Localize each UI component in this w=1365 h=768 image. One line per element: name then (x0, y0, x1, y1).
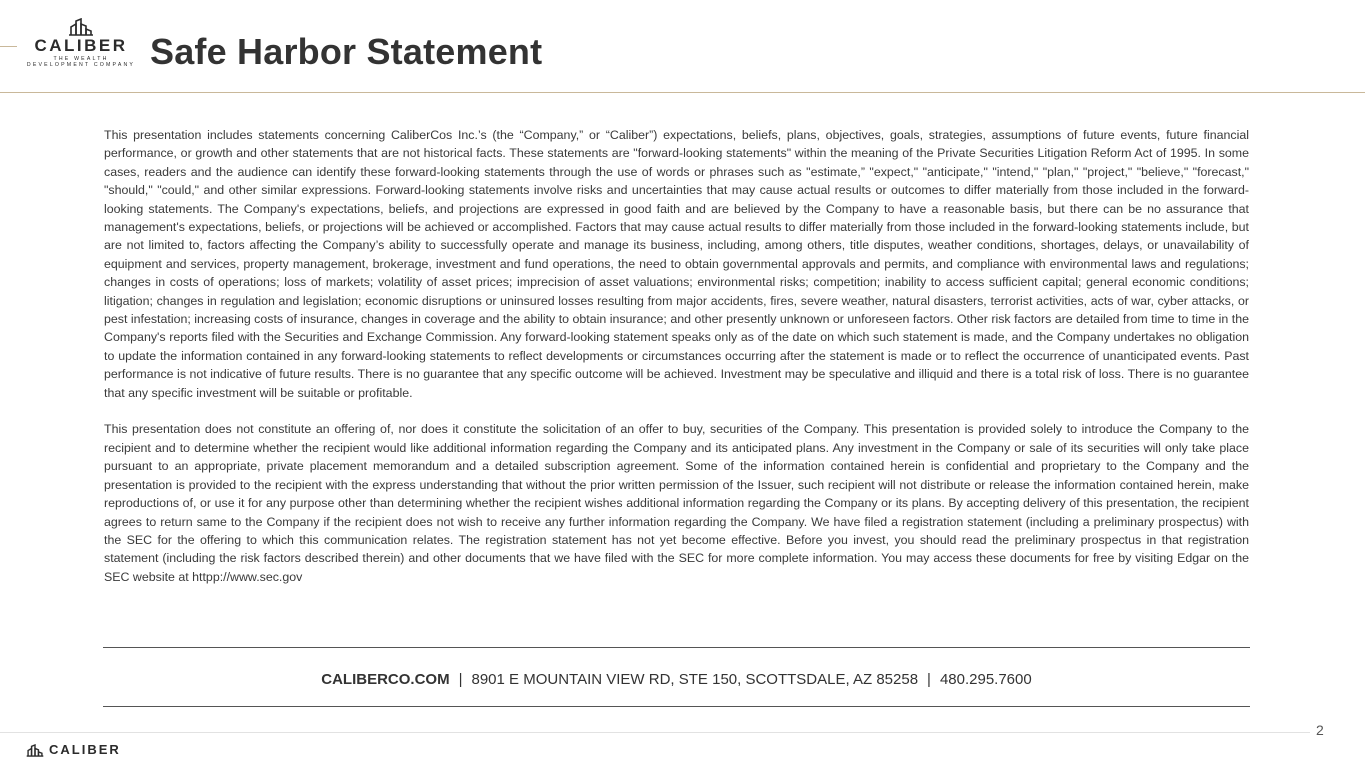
caliber-logo (22, 18, 140, 74)
footer-separator: | (458, 671, 463, 688)
logo-tagline: THE WEALTH DEVELOPMENT COMPANY (26, 56, 136, 68)
page-number: 2 (1316, 722, 1324, 738)
logo-wordmark: CALIBER (34, 36, 128, 55)
bottom-divider (0, 732, 1310, 733)
disclaimer-paragraph-offering: This presentation does not constitute an offering of, nor does it constitute the solicitation of an offer to buy, securities of the Company. This presentation is provided solely to introduce the Company to the recipient and to determine whether the recipient would like additional information regarding the Company and its anticipated plans. Any investment in the Company or sale of its securities will only take place pursuant to an appropriate, private placement memorandum and a detailed subscription agreement. Some of the information contained herein is confidential and proprietary to the Company and the presentation is provided to the recipient with the express understanding that without the prior written permission of the Issuer, such recipient will not distribute or release the information contained herein, make reproductions of, or use it for any purpose other than determining whether the recipient wishes additional information regarding the Company or its plans. By accepting delivery of this presentation, the recipient agrees to return same to the Company if the recipient does not wish to receive any further information regarding the Company. We have filed a registration statement (including a preliminary prospectus) with the SEC for the offering to which this communication relates. The registration statement has not yet become effective. Before you invest, you should read the preliminary prospectus in that registration statement (including the risk factors described therein) and other documents that we have filed with the SEC for more complete information. You may access these documents for free by visiting Edgar on the SEC website at httpp://www.sec.gov (104, 422, 1249, 584)
page-title: Safe Harbor Statement (150, 31, 543, 72)
address-text: 8901 E MOUNTAIN VIEW RD, STE 150, SCOTTSDALE, AZ 85258 (471, 671, 919, 688)
footer-separator: | (927, 671, 931, 688)
disclaimer-paragraph-forward-looking: This presentation includes statements concerning CaliberCos Inc.’s (the “Company,” or “Caliber”) expectations, beliefs, plans, objectives, goals, strategies, assumptions of future events, future financial performance, or growth and other statements that are not historical facts. These statements are "forward-looking statements" within the meaning of the Private Securities Litigation Reform Act of 1995. In some cases, readers and the audience can identify these forward-looking statements through the use of words or phrases such as "estimate,” "expect," "anticipate," "intend," "plan," "project," "believe," "forecast," "should," "could," and other similar expressions. Forward-looking statements involve risks and uncertainties that may cause actual results or outcomes to differ materially from those included in the forward-looking statements. The Company's expectations, beliefs, and projections are expressed in good faith and are believed by the Company to have a reasonable basis, but there can be no assurance that management's expectations, beliefs, or projections will be achieved or accomplished. Factors that may cause actual results to differ materially from those included in the forward-looking statements include, but are not limited to, factors affecting the Company’s ability to successfully operate and manage its business, including, among others, title disputes, weather conditions, shortages, delays, or unavailability of equipment and services, property management, brokerage, investment and fund operations, the need to obtain governmental approvals and permits, and compliance with environmental laws and regulations; changes in costs of operations; loss of markets; volatility of asset prices; imprecision of asset valuations; environmental risks; competition; inability to access sufficient capital; general economic conditions; litigation; changes in regulation and legislation; economic disruptions or uninsured losses resulting from major accidents, fires, severe weather, natural disasters, terrorist activities, acts of war, cyber attacks, or pest infestation; increasing costs of insurance, changes in coverage and the ability to obtain insurance; and other presently unknown or unforeseen factors. Other risk factors are detailed from time to time in the Company's reports filed with the Securities and Exchange Commission. Any forward-looking statement speaks only as of the date on which such statement is made, and the Company undertakes no obligation to update the information contained in any forward-looking statements to reflect developments or circumstances occurring after the statement is made or to reflect the occurrence of unanticipated events. Past performance is not indicative of future results. There is no guarantee that any specific outcome will be achieved. Investment may be speculative and illiquid and there is a total risk of loss. There is no guarantee that any specific investment will be suitable or profitable. (104, 128, 1249, 400)
building-skyline-icon (26, 744, 44, 757)
building-skyline-icon (68, 18, 94, 36)
footer-top-divider (103, 647, 1250, 648)
disclaimer-body (104, 126, 1249, 605)
footer-bottom-divider (103, 706, 1250, 707)
header-accent-tick (0, 46, 17, 47)
contact-footer (103, 669, 1250, 691)
website-link[interactable]: CALIBERCO.COM (321, 671, 450, 688)
footer-logo-wordmark: CALIBER (49, 742, 121, 757)
header-divider (0, 92, 1365, 93)
footer-logo (26, 743, 121, 757)
phone-text: 480.295.7600 (939, 671, 1032, 688)
